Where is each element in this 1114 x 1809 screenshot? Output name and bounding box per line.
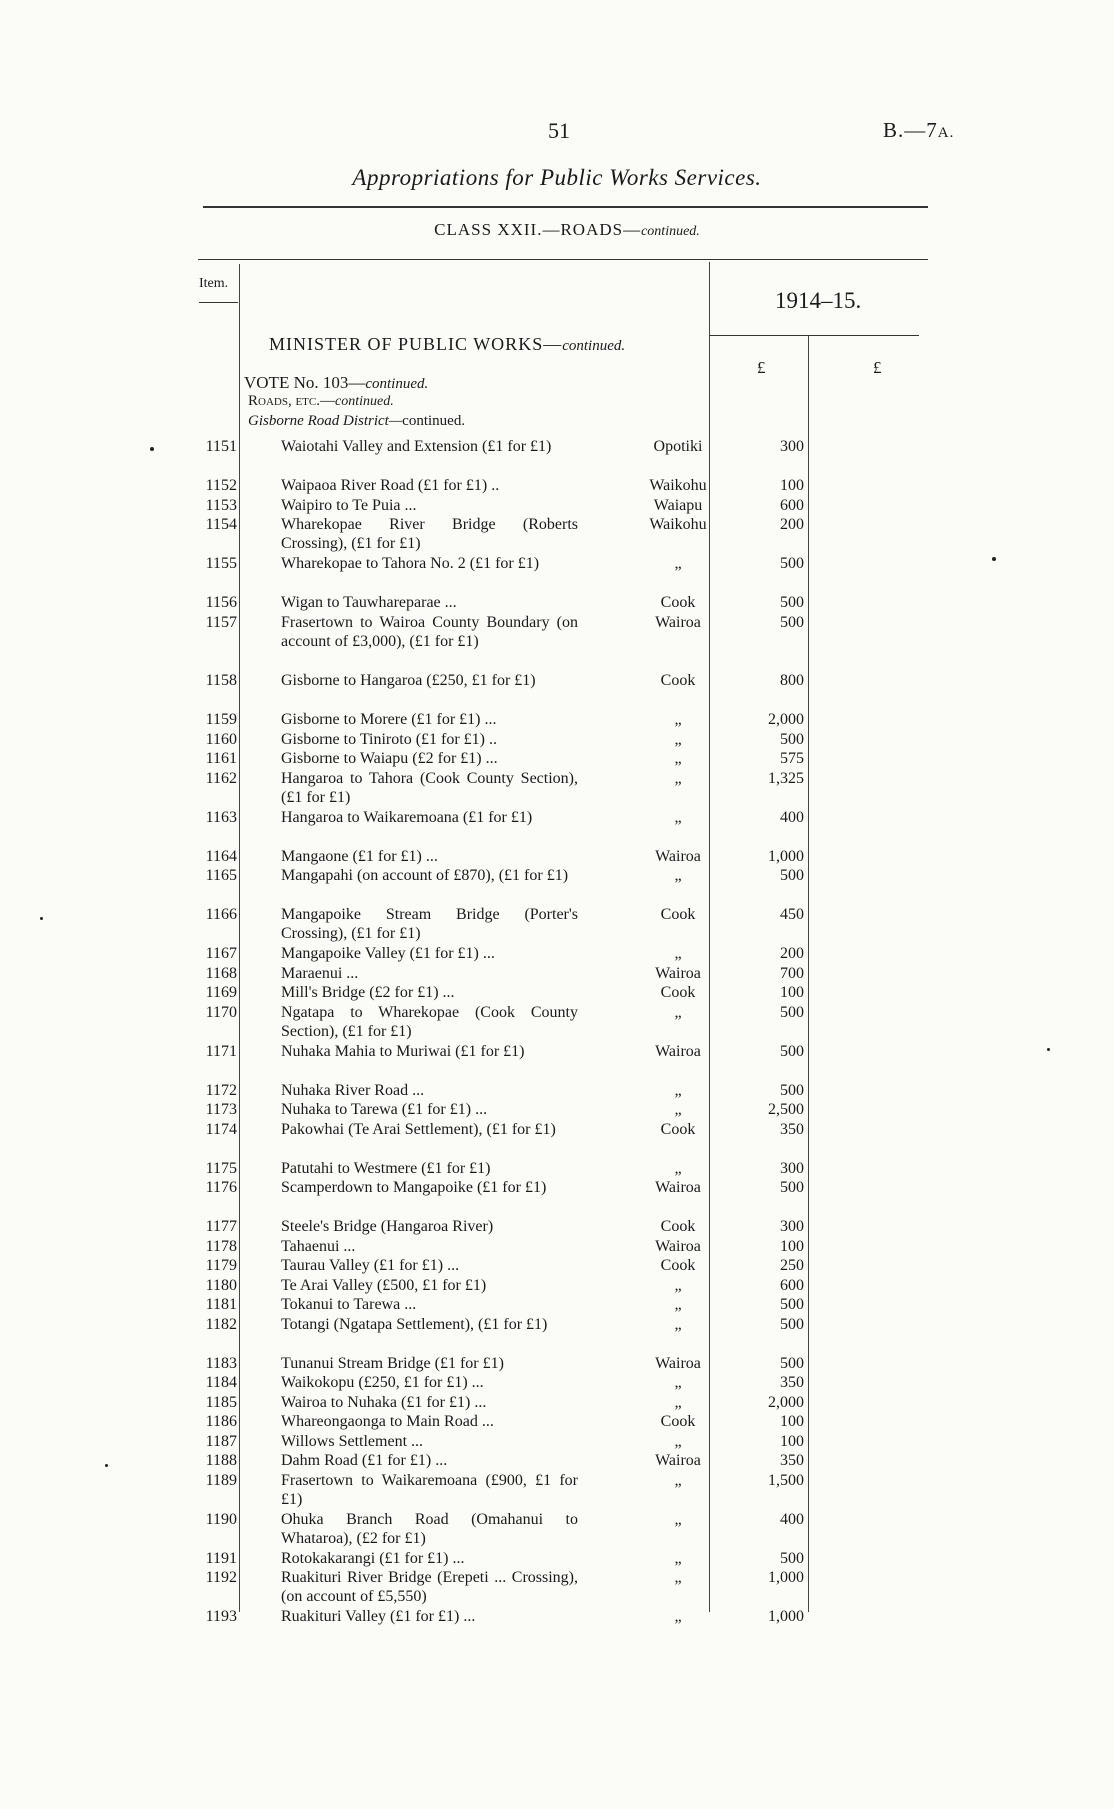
class-heading-main: CLASS XXII.—ROADS— [434, 220, 642, 239]
county-name: Cook [660, 984, 696, 1001]
item-description: Mangapahi (on account of £870), (£1 for £1) [281, 867, 569, 884]
item-description: Frasertown to Wairoa County Boundary (on account of £3,000), (£1 for £1) [281, 613, 578, 650]
county-name: Wairoa [655, 1042, 701, 1060]
title-rule [203, 206, 928, 208]
item-number: 1191 [205, 1549, 237, 1567]
item-number: 1166 [205, 906, 237, 923]
county-name: Cook [660, 1120, 696, 1138]
county-name: „ [674, 555, 682, 572]
scan-speck [40, 917, 43, 920]
item-description: Nuhaka Mahia to Muriwai (£1 for £1) [281, 1042, 525, 1060]
item-description: Hangaroa to Waikaremoana (£1 for £1) [281, 808, 533, 826]
item-description: Gisborne to Waiapu (£2 for £1) ... [281, 750, 498, 767]
county-name: Cook [660, 1257, 696, 1274]
item-description: Hangaroa to Tahora (Cook County Section), (£1 for £1) [281, 769, 578, 806]
item-description: Steele's Bridge (Hangaroa River) [281, 1218, 494, 1235]
county-name: „ [674, 1393, 682, 1411]
item-description: Pakowhai (Te Arai Settlement), (£1 for £1) [281, 1120, 556, 1138]
scan-speck [150, 447, 154, 451]
vote-heading-continued: continued. [365, 376, 429, 392]
minister-heading-main: MINISTER OF PUBLIC WORKS— [269, 334, 563, 354]
section-heading-continued: continued. [334, 394, 394, 409]
item-number: 1180 [205, 1276, 237, 1294]
county-name: „ [674, 730, 682, 748]
item-description: Ruakituri Valley (£1 for £1) ... [281, 1608, 476, 1625]
county-name: „ [674, 711, 682, 728]
district-heading-main: Gisborne Road District— [248, 413, 403, 429]
county-name: „ [674, 1608, 682, 1625]
amount-value: 300 [780, 438, 804, 455]
item-column-header: Item. [199, 276, 229, 291]
county-name: Wairoa [655, 847, 701, 865]
amount-value: 350 [780, 1452, 804, 1469]
amount-value: 500 [780, 613, 804, 631]
item-number: 1165 [205, 867, 237, 884]
county-name: „ [674, 867, 682, 884]
district-heading-continued: continued. [402, 413, 466, 429]
county-name: „ [674, 1159, 682, 1177]
item-number: 1161 [205, 750, 237, 767]
item-number: 1151 [205, 438, 237, 455]
item-number: 1178 [205, 1237, 237, 1255]
amount-value: 600 [780, 496, 804, 514]
amount-value: 1,325 [768, 769, 804, 787]
amount-value: 350 [780, 1120, 804, 1138]
item-number: 1155 [205, 555, 237, 572]
item-number: 1152 [205, 477, 237, 494]
year-header-rule [709, 335, 919, 336]
pound-column-2-header: £ [873, 358, 882, 377]
county-name: Wairoa [655, 1452, 701, 1469]
amount-value: 800 [780, 672, 804, 689]
amount-value: 500 [780, 594, 804, 611]
section-heading-main: Roads, etc.— [248, 393, 335, 409]
minister-heading-continued: continued. [562, 338, 626, 354]
amount-value: 500 [780, 1003, 804, 1021]
item-number: 1185 [205, 1393, 237, 1411]
item-number: 1184 [205, 1374, 237, 1391]
amount-value: 575 [780, 750, 804, 767]
county-name: Waikohu [649, 516, 707, 533]
item-description: Patutahi to Westmere (£1 for £1) [281, 1159, 491, 1177]
item-description: Te Arai Valley (£500, £1 for £1) [281, 1276, 487, 1294]
amount-value: 1,000 [768, 1569, 804, 1586]
county-name: „ [674, 1374, 682, 1391]
item-number: 1157 [205, 613, 237, 631]
page-number: 51 [548, 118, 570, 143]
item-number: 1183 [205, 1354, 237, 1372]
page-title: Appropriations for Public Works Services. [352, 165, 762, 190]
item-number: 1181 [205, 1296, 237, 1313]
item-number: 1153 [205, 496, 237, 514]
item-description: Totangi (Ngatapa Settlement), (£1 for £1) [281, 1315, 548, 1333]
item-description: Waikokopu (£250, £1 for £1) ... [281, 1374, 484, 1391]
county-name: „ [674, 1276, 682, 1294]
amount-value: 500 [780, 1549, 804, 1567]
item-description: Gisborne to Morere (£1 for £1) ... [281, 711, 497, 728]
amount-value: 500 [780, 555, 804, 572]
item-description: Mangapoike Stream Bridge (Porter's Crossing), (£1 for £1) [281, 906, 578, 942]
item-number: 1179 [205, 1257, 237, 1274]
county-name: Wairoa [655, 1179, 701, 1196]
amount-value: 500 [780, 730, 804, 748]
item-number: 1167 [205, 945, 237, 962]
item-description: Rotokakarangi (£1 for £1) ... [281, 1549, 465, 1567]
item-number: 1163 [205, 808, 237, 826]
item-description: Mangaone (£1 for £1) ... [281, 847, 438, 865]
item-description: Whareongaonga to Main Road ... [281, 1413, 494, 1430]
item-description: Wairoa to Nuhaka (£1 for £1) ... [281, 1393, 487, 1411]
item-number: 1187 [205, 1432, 237, 1450]
scan-speck [992, 557, 996, 561]
section-heading [248, 393, 394, 410]
amount-value: 400 [780, 1510, 804, 1528]
item-number: 1162 [205, 769, 237, 787]
county-name: „ [674, 808, 682, 826]
amount-value: 600 [780, 1276, 804, 1294]
item-description: Mill's Bridge (£2 for £1) ... [281, 984, 455, 1001]
amount-value: 2,000 [768, 711, 804, 728]
item-number: 1188 [205, 1452, 237, 1469]
county-name: Cook [660, 1413, 696, 1430]
amount-value: 500 [780, 867, 804, 884]
county-name: Cook [660, 672, 696, 689]
county-name: „ [674, 1296, 682, 1313]
item-number: 1169 [205, 984, 237, 1001]
amount-value: 500 [780, 1179, 804, 1196]
county-name: „ [674, 1315, 682, 1333]
item-number: 1189 [205, 1471, 237, 1489]
county-name: „ [674, 769, 682, 787]
item-number: 1156 [205, 594, 237, 611]
item-description: Waiotahi Valley and Extension (£1 for £1) [281, 438, 552, 455]
vote-heading-main: VOTE No. 103— [244, 373, 366, 392]
county-name: „ [674, 1101, 682, 1118]
item-number: 1186 [205, 1413, 237, 1430]
item-description: Maraenui ... [281, 964, 359, 982]
amount-value: 100 [780, 477, 804, 494]
amount-value: 450 [780, 906, 804, 923]
item-description: Gisborne to Hangaroa (£250, £1 for £1) [281, 672, 536, 689]
item-description: Nuhaka River Road ... [281, 1081, 425, 1099]
amount-value: 100 [780, 1432, 804, 1450]
amount-value: 200 [780, 516, 804, 533]
item-description: Tunanui Stream Bridge (£1 for £1) [281, 1354, 504, 1372]
item-number: 1192 [205, 1569, 237, 1586]
amount-value: 200 [780, 945, 804, 962]
amount-value: 400 [780, 808, 804, 826]
amount-value: 100 [780, 1237, 804, 1255]
table-top-rule [198, 259, 928, 260]
pound-column-1-header: £ [757, 358, 766, 377]
item-header-rule [199, 302, 238, 303]
item-number: 1173 [205, 1101, 237, 1118]
county-name: „ [674, 1569, 682, 1586]
item-description: Waipaoa River Road (£1 for £1) .. [281, 477, 500, 494]
item-number: 1172 [205, 1081, 237, 1099]
amount-value: 100 [780, 984, 804, 1001]
item-number: 1182 [205, 1315, 237, 1333]
amount-value: 700 [780, 964, 804, 982]
amount-value: 1,000 [768, 1608, 804, 1625]
county-name: „ [674, 1081, 682, 1099]
item-number: 1159 [205, 711, 237, 728]
item-description: Gisborne to Tiniroto (£1 for £1) .. [281, 730, 497, 748]
class-heading [0, 220, 1114, 240]
vote-heading [244, 373, 428, 393]
item-description: Willows Settlement ... [281, 1432, 424, 1450]
county-name: Wairoa [655, 964, 701, 982]
amount-value: 250 [780, 1257, 804, 1274]
county-name: Cook [660, 594, 696, 611]
pound-column-divider-rule [808, 336, 809, 1612]
amount-value: 2,000 [768, 1393, 804, 1411]
amount-value: 500 [780, 1315, 804, 1333]
county-name: Waiapu [653, 496, 703, 514]
item-description: Nuhaka to Tarewa (£1 for £1) ... [281, 1101, 488, 1118]
item-description: Ruakituri River Bridge (Erepeti ... Crossing), (on account of £5,550) [281, 1569, 578, 1605]
minister-heading [269, 334, 625, 355]
year-column-header: 1914–15. [775, 288, 862, 313]
amount-value: 300 [780, 1218, 804, 1235]
county-name: Wairoa [655, 613, 701, 631]
amount-value: 2,500 [768, 1101, 804, 1118]
item-number: 1170 [205, 1003, 237, 1021]
item-description: Scamperdown to Mangapoike (£1 for £1) [281, 1179, 547, 1196]
item-description: Wigan to Tauwhareparae ... [281, 594, 457, 611]
amount-value: 500 [780, 1354, 804, 1372]
county-name: „ [674, 1510, 682, 1528]
amount-value: 350 [780, 1374, 804, 1391]
scan-speck [1047, 1048, 1050, 1051]
item-number: 1193 [205, 1608, 237, 1625]
class-heading-continued: continued. [641, 224, 700, 239]
county-name: Wairoa [655, 1237, 701, 1255]
scan-speck [105, 1464, 108, 1467]
item-column-rule [239, 264, 240, 1612]
amount-value: 100 [780, 1413, 804, 1430]
item-description: Tahaenui ... [281, 1237, 356, 1255]
county-name: Cook [660, 906, 696, 923]
county-name: „ [674, 1549, 682, 1567]
item-description: Mangapoike Valley (£1 for £1) ... [281, 945, 495, 962]
county-name: „ [674, 945, 682, 962]
item-number: 1154 [205, 516, 237, 533]
item-description: Waipiro to Te Puia ... [281, 496, 417, 514]
item-description: Taurau Valley (£1 for £1) ... [281, 1257, 460, 1274]
document-reference [883, 118, 954, 143]
item-number: 1164 [205, 847, 237, 865]
county-name: Waikohu [649, 477, 707, 494]
item-description: Dahm Road (£1 for £1) ... [281, 1452, 448, 1469]
amount-value: 500 [780, 1081, 804, 1099]
item-description: Ohuka Branch Road (Omahanui to Whataroa), (£2 for £1) [281, 1510, 578, 1547]
amount-value: 1,500 [768, 1471, 804, 1489]
district-heading [248, 413, 465, 430]
county-name: „ [674, 750, 682, 767]
document-reference-suffix: A. [937, 125, 955, 141]
county-name: „ [674, 1003, 682, 1021]
item-number: 1160 [205, 730, 237, 748]
county-name: „ [674, 1432, 682, 1450]
amount-value: 500 [780, 1296, 804, 1313]
item-number: 1168 [205, 964, 237, 982]
county-name: „ [674, 1471, 682, 1489]
county-name: Wairoa [655, 1354, 701, 1372]
item-number: 1190 [205, 1510, 237, 1528]
item-description: Wharekopae to Tahora No. 2 (£1 for £1) [281, 555, 540, 572]
item-description: Tokanui to Tarewa ... [281, 1296, 417, 1313]
amount-value: 1,000 [768, 847, 804, 865]
item-number: 1158 [205, 672, 237, 689]
item-description: Ngatapa to Wharekopae (Cook County Section), (£1 for £1) [281, 1003, 578, 1040]
item-number: 1171 [205, 1042, 237, 1060]
county-name: Cook [660, 1218, 696, 1235]
amount-value: 300 [780, 1159, 804, 1177]
item-number: 1176 [205, 1179, 237, 1196]
item-description: Wharekopae River Bridge (Roberts Crossing), (£1 for £1) [281, 516, 578, 552]
document-reference-main: B.—7 [883, 118, 938, 142]
item-description: Frasertown to Waikaremoana (£900, £1 for £1) [281, 1471, 578, 1508]
amount-value: 500 [780, 1042, 804, 1060]
item-number: 1174 [205, 1120, 237, 1138]
item-number: 1177 [205, 1218, 237, 1235]
item-number: 1175 [205, 1159, 237, 1177]
county-name: Opotiki [653, 438, 703, 455]
